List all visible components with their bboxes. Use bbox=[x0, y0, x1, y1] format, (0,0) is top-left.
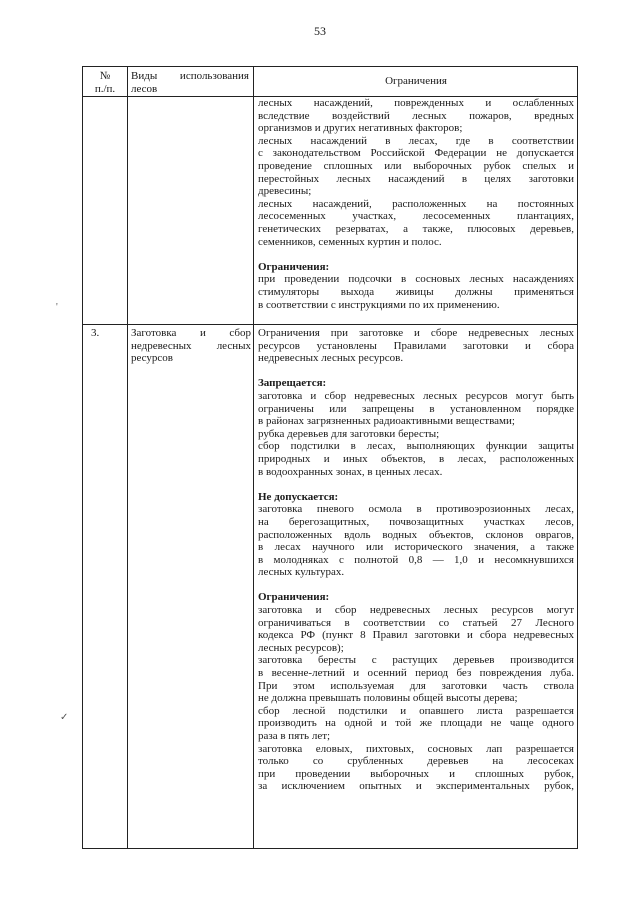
text-line: с законодательством Российской Федерации не допускается bbox=[258, 147, 574, 160]
section-heading: Запрещается: bbox=[258, 377, 327, 390]
text-line: только со срубленных деревьев на лесосеках bbox=[258, 755, 574, 768]
row-3-restrictions bbox=[258, 327, 574, 793]
text-line: Ограничения при заготовке и сборе недревесных лесных bbox=[258, 327, 574, 339]
paragraph-gap bbox=[258, 365, 574, 378]
text-line: проведение сплошных или выборочных рубок спелых и bbox=[258, 159, 574, 172]
text-line: сбор лесной подстилки и опавшего листа разрешается bbox=[258, 704, 574, 717]
text-line: раза в пять лет; bbox=[258, 730, 331, 742]
page-number: 53 bbox=[314, 24, 326, 38]
header-col-restrictions: Ограничения bbox=[385, 75, 447, 87]
row-3-type: Заготовка и сбор недревесных лесных ресурсов bbox=[131, 327, 251, 365]
text-line: стимуляторы выхода живицы должны применяться bbox=[258, 285, 574, 298]
text-line: в весенне-летний и осенний период без повреждения луба. bbox=[258, 667, 574, 680]
text-line: не должна превышать половины общей высоты дерева; bbox=[258, 692, 518, 705]
text-line: лесосеменных участках, лесосеменных плантациях, bbox=[258, 210, 574, 223]
text-line: заготовка еловых, пихтовых, сосновых лап разрешается bbox=[258, 742, 574, 755]
paragraph-gap bbox=[258, 579, 574, 592]
text-line: лесных насаждений, поврежденных и ослабленных bbox=[258, 97, 574, 109]
text-line: рубка деревьев для заготовки бересты; bbox=[258, 427, 440, 440]
paragraph-gap bbox=[258, 478, 574, 491]
text-line: природных и иных объектов, в лесах, расположенных bbox=[258, 452, 574, 465]
text-line: лесных культурах. bbox=[258, 566, 345, 579]
row-prev-restrictions bbox=[258, 97, 574, 311]
text-line: расположенных вдоль водных объектов, склонов оврагов, bbox=[258, 528, 574, 541]
header-col-type: Виды использования лесов bbox=[131, 70, 249, 95]
row-divider bbox=[83, 324, 577, 325]
section-heading: Ограничения: bbox=[258, 260, 330, 273]
text-line: сбор подстилки в лесах, выполняющих функции защиты bbox=[258, 440, 574, 453]
restrictions-table bbox=[82, 66, 578, 849]
column-divider-2 bbox=[253, 67, 254, 848]
margin-mark: ✓ bbox=[60, 712, 69, 723]
text-line: лесных насаждений в лесах, где в соответствии bbox=[258, 134, 574, 147]
text-line: заготовка бересты с растущих деревьев производится bbox=[258, 654, 574, 667]
row-3-number: 3. bbox=[91, 327, 100, 339]
text-line: при проведении выборочных и сплошных рубок, bbox=[258, 767, 574, 780]
text-line: в молодняках с полнотой 0,8 — 1,0 и несомкнувшихся bbox=[258, 553, 574, 566]
text-line: на берегозащитных, почвозащитных участках лесов, bbox=[258, 515, 574, 528]
text-line: лесных ресурсов); bbox=[258, 641, 344, 654]
text-line: за исключением опытных и экспериментальных рубок, bbox=[258, 780, 574, 793]
text-line: в лесах научного или исторического значения, а также bbox=[258, 541, 574, 554]
text-line: заготовка пневого осмола в противоэрозионных лесах, bbox=[258, 503, 574, 516]
text-line: заготовка и сбор недревесных лесных ресурсов могут быть bbox=[258, 389, 574, 402]
text-line: семенников, семенных куртин и полос. bbox=[258, 235, 442, 248]
text-line: При этом используемая для заготовки часть ствола bbox=[258, 679, 574, 692]
margin-mark: ' bbox=[56, 302, 58, 313]
section-heading: Ограничения: bbox=[258, 591, 330, 604]
text-line: производить на одной и той же площади не чаще одного bbox=[258, 717, 574, 730]
text-line: при проведении подсочки в сосновых лесных насаждениях bbox=[258, 273, 574, 286]
text-line: ограничены или запрещены в установленном порядке bbox=[258, 402, 574, 415]
text-line: ресурсов установлены Правилами заготовки и сбора bbox=[258, 339, 574, 352]
text-line: организмов и других негативных факторов; bbox=[258, 122, 463, 135]
paragraph-gap bbox=[258, 248, 574, 261]
section-heading: Не допускается: bbox=[258, 490, 339, 503]
text-line: генетических резерватах, а также, плюсовых деревьев, bbox=[258, 222, 574, 235]
text-line: вследствие воздействий лесных пожаров, вредных bbox=[258, 109, 574, 122]
text-line: недревесных лесных ресурсов. bbox=[258, 352, 404, 365]
text-line: ограничиваться в соответствии со статьей 27 Лесного bbox=[258, 616, 574, 629]
header-col-number: № п./п. bbox=[94, 70, 116, 95]
text-line: кодекса РФ (пункт 8 Правил заготовки и сбора недревесных bbox=[258, 629, 574, 642]
text-line: древесины; bbox=[258, 185, 312, 198]
text-line: в соответствии с инструкциями по их применению. bbox=[258, 298, 500, 311]
text-line: в водоохранных зонах, в ценных лесах. bbox=[258, 465, 443, 478]
text-line: заготовка и сбор недревесных лесных ресурсов могут bbox=[258, 604, 574, 617]
text-line: перестойных лесных насаждений в целях заготовки bbox=[258, 172, 574, 185]
text-line: лесных насаждений, расположенных на постоянных bbox=[258, 197, 574, 210]
column-divider-1 bbox=[127, 67, 128, 848]
text-line: в районах загрязненных радиоактивными веществами; bbox=[258, 415, 515, 428]
